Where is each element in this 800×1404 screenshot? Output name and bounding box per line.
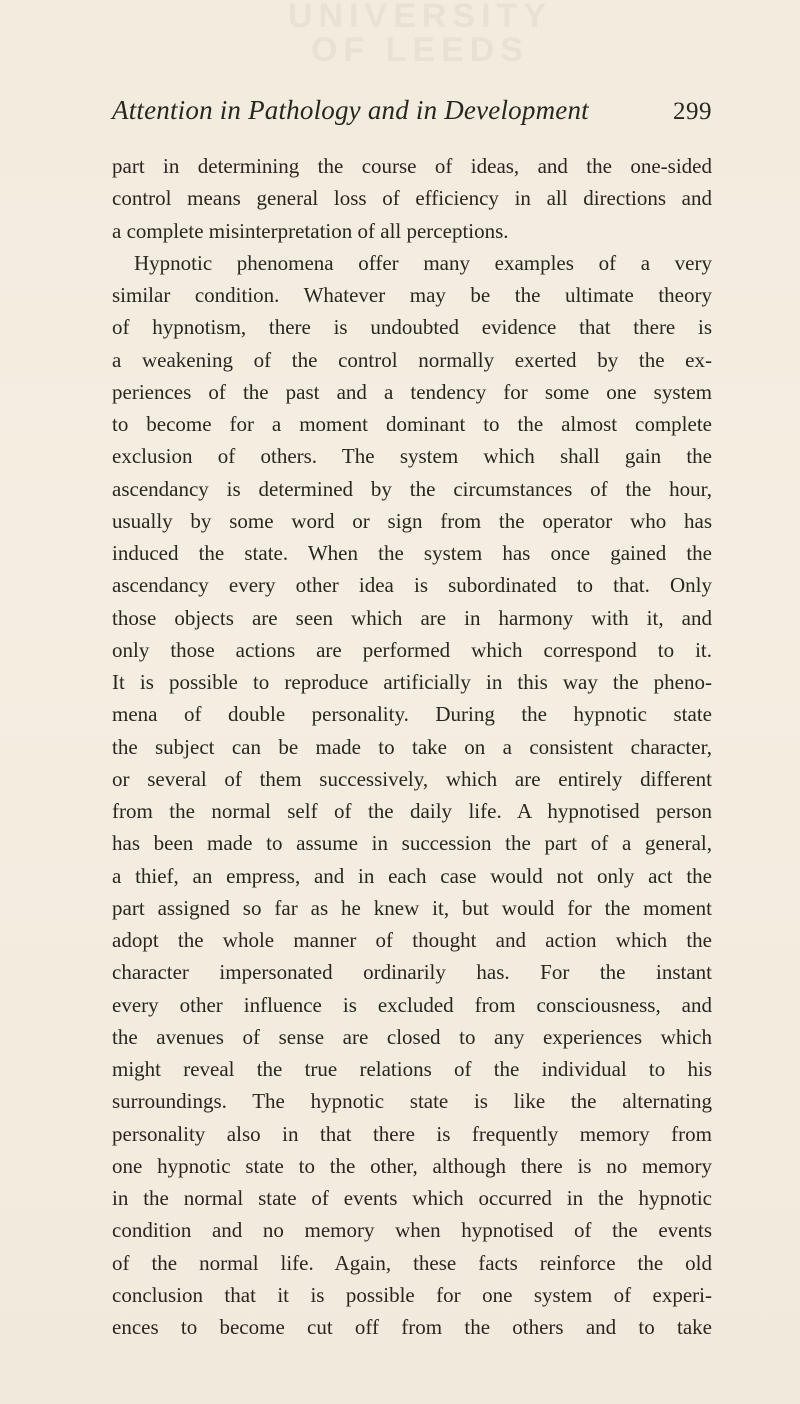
text-line: every other influence is excluded from consciousness, and (112, 992, 712, 1017)
text-line: periences of the past and a tendency for some one system (112, 379, 712, 404)
text-line: to become for a moment dominant to the almost complete (112, 412, 712, 436)
text-line: a weakening of the control normally exerted by the ex- (112, 347, 712, 372)
text-line: Hypnotic phenomena offer many examples of a very (134, 250, 712, 275)
stamp-line-2: OF LEEDS (310, 31, 530, 69)
text-line: part assigned so far as he knew it, but would for the moment (112, 895, 712, 920)
text-line: from the normal self of the daily life. A hypnotised person (112, 799, 712, 823)
body-text (112, 150, 712, 1343)
text-line: adopt the whole manner of thought and action which the (112, 928, 712, 952)
page-number: 299 (673, 98, 712, 125)
text-line: control means general loss of efficiency in all directions and (112, 186, 712, 211)
text-line: conclusion that it is possible for one system of experi- (112, 1282, 712, 1307)
text-line: a thief, an empress, and in each case would not only act the (112, 863, 712, 888)
text-line: a complete misinterpretation of all perceptions. (112, 218, 509, 243)
text-line: ences to become cut off from the others and to take (112, 1315, 712, 1339)
text-line: personality also in that there is frequently memory from (112, 1121, 712, 1146)
text-line: the subject can be made to take on a consistent character, (112, 734, 712, 759)
library-stamp-watermark (255, 0, 585, 70)
text-line: induced the state. When the system has once gained the (112, 541, 712, 565)
running-header (112, 95, 712, 135)
text-line: has been made to assume in succession the part of a general, (112, 831, 712, 856)
text-line: one hypnotic state to the other, although there is no memory (112, 1153, 712, 1178)
text-line: character impersonated ordinarily has. For the instant (112, 960, 712, 985)
text-line: mena of double personality. During the hypnotic state (112, 702, 712, 727)
text-line: only those actions are performed which correspond to it. (112, 637, 712, 662)
text-line: the avenues of sense are closed to any experiences which (112, 1024, 712, 1049)
text-line: of hypnotism, there is undoubted evidence that there is (112, 315, 712, 340)
text-line: condition and no memory when hypnotised of the events (112, 1218, 712, 1243)
text-line: usually by some word or sign from the operator who has (112, 508, 712, 533)
text-line: of the normal life. Again, these facts reinforce the old (112, 1250, 712, 1275)
text-line: It is possible to reproduce artificially in this way the pheno- (112, 670, 712, 694)
text-line: in the normal state of events which occurred in the hypnotic (112, 1186, 712, 1210)
text-line: part in determining the course of ideas, and the one-sided (112, 154, 712, 178)
text-line: might reveal the true relations of the individual to his (112, 1057, 712, 1081)
text-line: ascendancy every other idea is subordinated to that. Only (112, 573, 712, 598)
text-line: exclusion of others. The system which shall gain the (112, 444, 712, 469)
text-line: similar condition. Whatever may be the ultimate theory (112, 283, 712, 307)
text-line: those objects are seen which are in harmony with it, and (112, 605, 712, 630)
stamp-line-1: UNIVERSITY (287, 0, 553, 35)
running-header-title: Attention in Pathology and in Development (112, 95, 589, 125)
text-line: surroundings. The hypnotic state is like the alternating (112, 1089, 712, 1114)
text-line: ascendancy is determined by the circumstances of the hour, (112, 476, 712, 501)
text-line: or several of them successively, which are entirely different (112, 766, 712, 791)
